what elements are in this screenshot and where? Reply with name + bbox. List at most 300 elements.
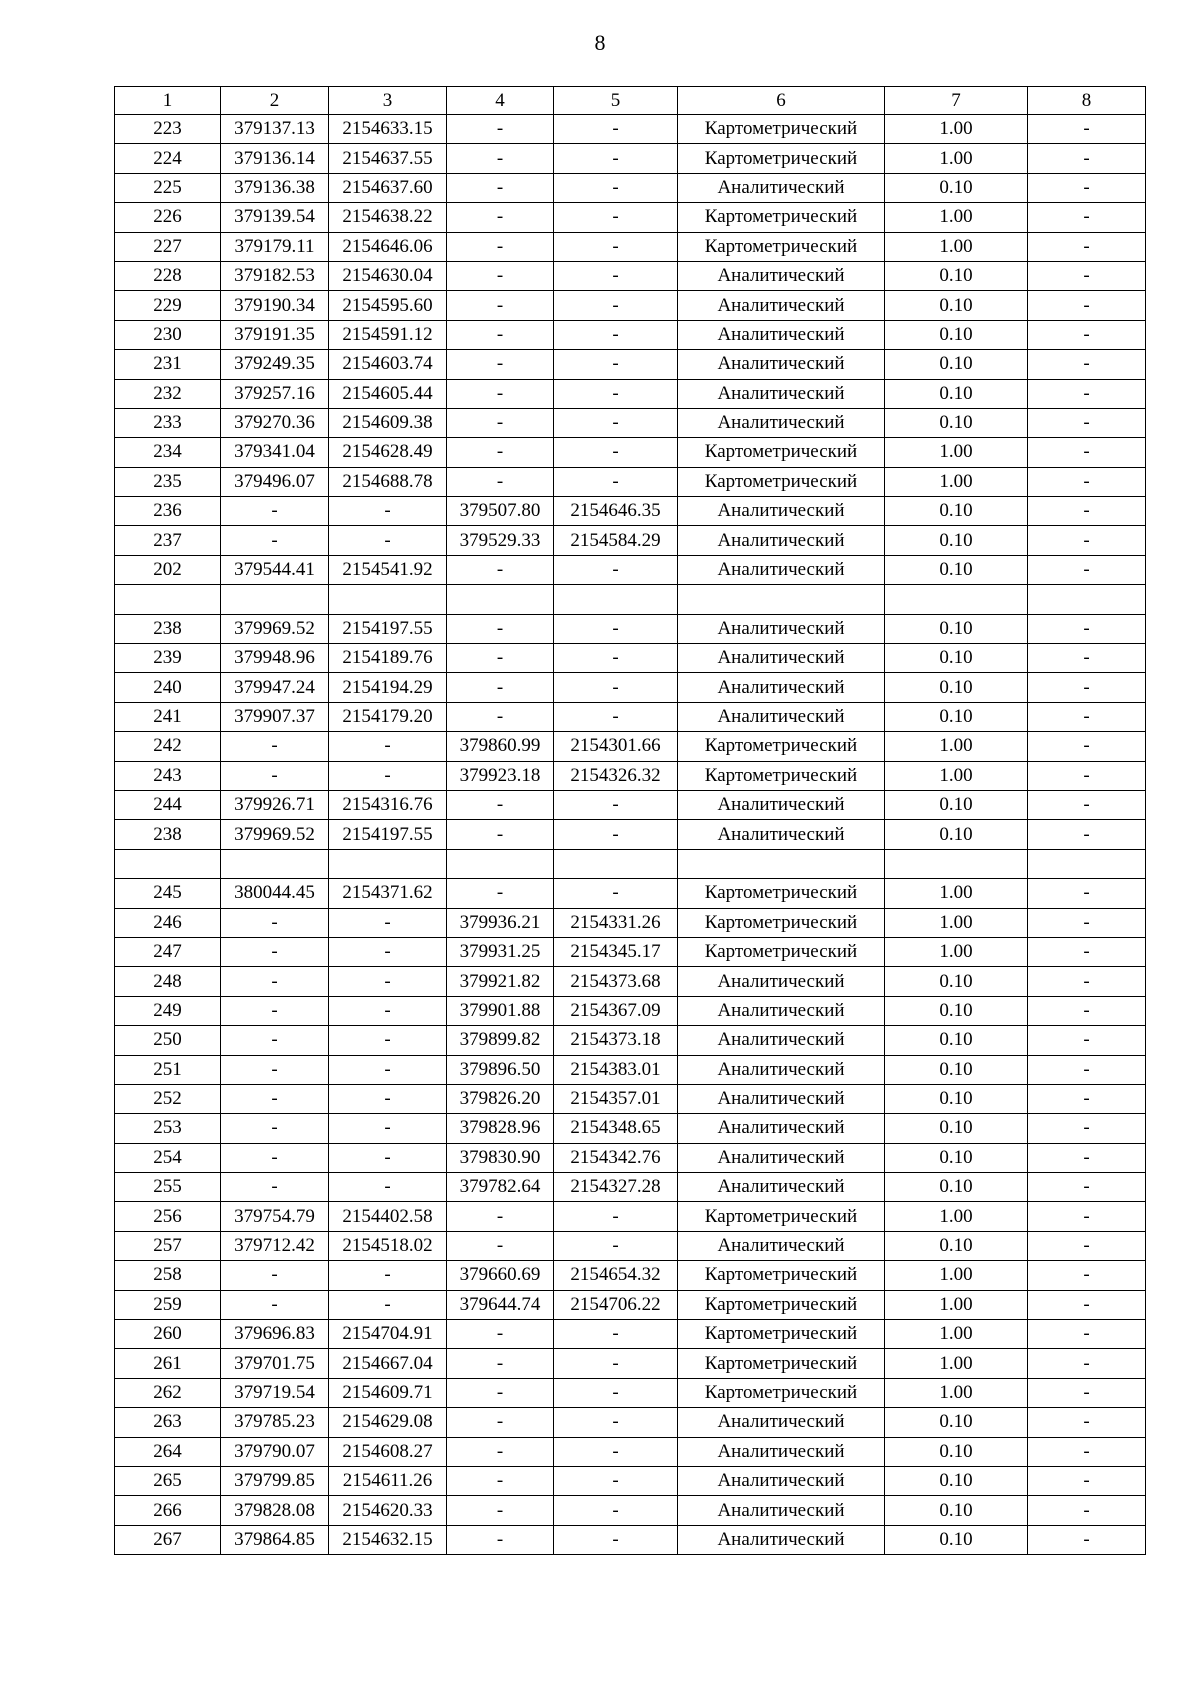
cell-y-new: - — [554, 614, 678, 643]
cell-y-new: - — [554, 438, 678, 467]
cell-description: - — [1028, 879, 1146, 908]
cell-y-new: - — [554, 115, 678, 144]
cell-point-number: 242 — [115, 732, 221, 761]
column-header-accuracy: 7 — [885, 87, 1028, 115]
table-row — [115, 585, 1146, 614]
table-row — [115, 379, 1146, 408]
cell-accuracy: 1.00 — [885, 908, 1028, 937]
cell-description: - — [1028, 996, 1146, 1025]
cell-x-new: - — [447, 1320, 554, 1349]
cell-x-existing: 379182.53 — [221, 261, 329, 290]
cell-x-existing: 379947.24 — [221, 673, 329, 702]
cell-x-existing: 380044.45 — [221, 879, 329, 908]
cell-x-existing: - — [221, 908, 329, 937]
cell-point-number: 238 — [115, 614, 221, 643]
cell-point-number: 233 — [115, 408, 221, 437]
cell-method: Аналитический — [678, 1114, 885, 1143]
cell-y-existing: 2154629.08 — [329, 1408, 447, 1437]
cell-description — [1028, 849, 1146, 878]
cell-y-existing: - — [329, 1173, 447, 1202]
cell-description: - — [1028, 555, 1146, 584]
table-row — [115, 203, 1146, 232]
cell-x-existing: 379719.54 — [221, 1378, 329, 1407]
cell-y-new: - — [554, 467, 678, 496]
table-row — [115, 702, 1146, 731]
cell-y-new: - — [554, 232, 678, 261]
cell-y-new: - — [554, 261, 678, 290]
cell-y-existing: - — [329, 1055, 447, 1084]
cell-y-existing: 2154667.04 — [329, 1349, 447, 1378]
cell-accuracy: 0.10 — [885, 1114, 1028, 1143]
cell-method: Картометрический — [678, 1349, 885, 1378]
cell-description: - — [1028, 790, 1146, 819]
cell-x-existing: 379948.96 — [221, 644, 329, 673]
cell-accuracy: 0.10 — [885, 820, 1028, 849]
cell-method: Аналитический — [678, 408, 885, 437]
cell-description: - — [1028, 761, 1146, 790]
cell-accuracy: 0.10 — [885, 497, 1028, 526]
table-row — [115, 1261, 1146, 1290]
cell-accuracy: 1.00 — [885, 879, 1028, 908]
cell-y-existing: 2154704.91 — [329, 1320, 447, 1349]
cell-y-existing: 2154194.29 — [329, 673, 447, 702]
cell-method: Аналитический — [678, 379, 885, 408]
cell-x-existing: - — [221, 1084, 329, 1113]
cell-point-number: 267 — [115, 1525, 221, 1554]
table-row — [115, 1525, 1146, 1554]
cell-y-existing: - — [329, 1026, 447, 1055]
cell-point-number: 239 — [115, 644, 221, 673]
cell-y-existing: 2154688.78 — [329, 467, 447, 496]
cell-accuracy: 0.10 — [885, 261, 1028, 290]
cell-point-number: 265 — [115, 1466, 221, 1495]
cell-method: Аналитический — [678, 1231, 885, 1260]
cell-description: - — [1028, 1261, 1146, 1290]
cell-accuracy: 0.10 — [885, 996, 1028, 1025]
cell-point-number: 259 — [115, 1290, 221, 1319]
cell-method: Картометрический — [678, 1202, 885, 1231]
cell-x-new: 379936.21 — [447, 908, 554, 937]
cell-accuracy: 1.00 — [885, 203, 1028, 232]
cell-x-new: - — [447, 644, 554, 673]
cell-y-new: - — [554, 1496, 678, 1525]
cell-y-existing: 2154189.76 — [329, 644, 447, 673]
cell-x-new: 379828.96 — [447, 1114, 554, 1143]
cell-x-existing — [221, 585, 329, 614]
cell-method: Аналитический — [678, 173, 885, 202]
cell-x-existing: 379270.36 — [221, 408, 329, 437]
cell-accuracy: 0.10 — [885, 555, 1028, 584]
cell-x-new: - — [447, 1378, 554, 1407]
cell-y-existing: 2154197.55 — [329, 820, 447, 849]
cell-point-number: 257 — [115, 1231, 221, 1260]
table-row — [115, 1320, 1146, 1349]
cell-y-new: - — [554, 673, 678, 702]
table-row — [115, 1173, 1146, 1202]
cell-y-new: 2154584.29 — [554, 526, 678, 555]
cell-y-existing: - — [329, 732, 447, 761]
cell-description: - — [1028, 350, 1146, 379]
cell-x-new: - — [447, 408, 554, 437]
cell-point-number: 252 — [115, 1084, 221, 1113]
table-row — [115, 732, 1146, 761]
cell-x-existing: 379179.11 — [221, 232, 329, 261]
cell-x-new: 379901.88 — [447, 996, 554, 1025]
cell-method: Аналитический — [678, 820, 885, 849]
cell-x-existing: 379785.23 — [221, 1408, 329, 1437]
cell-x-new: 379931.25 — [447, 937, 554, 966]
cell-method — [678, 585, 885, 614]
cell-x-new: - — [447, 173, 554, 202]
cell-point-number: 266 — [115, 1496, 221, 1525]
cell-x-new: 379826.20 — [447, 1084, 554, 1113]
table-row — [115, 408, 1146, 437]
cell-accuracy: 0.10 — [885, 1084, 1028, 1113]
cell-accuracy: 1.00 — [885, 1320, 1028, 1349]
cell-accuracy: 0.10 — [885, 408, 1028, 437]
cell-description: - — [1028, 291, 1146, 320]
table-row — [115, 673, 1146, 702]
cell-y-existing: - — [329, 1084, 447, 1113]
cell-description: - — [1028, 614, 1146, 643]
cell-method: Аналитический — [678, 1026, 885, 1055]
cell-x-existing: - — [221, 497, 329, 526]
cell-y-new: 2154654.32 — [554, 1261, 678, 1290]
cell-method: Аналитический — [678, 967, 885, 996]
cell-description: - — [1028, 1437, 1146, 1466]
cell-accuracy: 0.10 — [885, 291, 1028, 320]
table-row — [115, 350, 1146, 379]
cell-method: Картометрический — [678, 1290, 885, 1319]
cell-x-new: - — [447, 1525, 554, 1554]
cell-x-new: 379899.82 — [447, 1026, 554, 1055]
column-header-x-new: 4 — [447, 87, 554, 115]
cell-description: - — [1028, 1026, 1146, 1055]
cell-description: - — [1028, 320, 1146, 349]
cell-x-new: - — [447, 320, 554, 349]
cell-y-existing: - — [329, 1261, 447, 1290]
cell-method: Аналитический — [678, 1437, 885, 1466]
cell-x-new: - — [447, 702, 554, 731]
cell-description: - — [1028, 1173, 1146, 1202]
cell-description: - — [1028, 144, 1146, 173]
cell-description: - — [1028, 173, 1146, 202]
table-row — [115, 526, 1146, 555]
column-header-y-existing: 3 — [329, 87, 447, 115]
cell-y-existing: 2154541.92 — [329, 555, 447, 584]
cell-accuracy: 0.10 — [885, 790, 1028, 819]
cell-y-existing: - — [329, 761, 447, 790]
cell-x-new: 379923.18 — [447, 761, 554, 790]
table-row — [115, 644, 1146, 673]
cell-x-existing: 379969.52 — [221, 614, 329, 643]
cell-description: - — [1028, 1231, 1146, 1260]
table-row — [115, 261, 1146, 290]
cell-method: Аналитический — [678, 644, 885, 673]
cell-description: - — [1028, 644, 1146, 673]
cell-y-existing: 2154402.58 — [329, 1202, 447, 1231]
page-number: 8 — [594, 30, 606, 55]
cell-method: Аналитический — [678, 1466, 885, 1495]
cell-description: - — [1028, 1290, 1146, 1319]
cell-point-number: 262 — [115, 1378, 221, 1407]
cell-y-new: - — [554, 1408, 678, 1437]
cell-x-existing: - — [221, 1143, 329, 1172]
cell-x-existing: - — [221, 1290, 329, 1319]
table-row — [115, 1437, 1146, 1466]
cell-method: Картометрический — [678, 1378, 885, 1407]
cell-y-new: - — [554, 144, 678, 173]
cell-x-new: - — [447, 115, 554, 144]
cell-x-new: - — [447, 203, 554, 232]
table-row — [115, 908, 1146, 937]
cell-accuracy: 0.10 — [885, 1173, 1028, 1202]
cell-x-new: - — [447, 350, 554, 379]
cell-y-new: 2154646.35 — [554, 497, 678, 526]
cell-description: - — [1028, 908, 1146, 937]
cell-x-existing: 379907.37 — [221, 702, 329, 731]
cell-x-existing: 379712.42 — [221, 1231, 329, 1260]
cell-y-new: 2154345.17 — [554, 937, 678, 966]
cell-point-number: 249 — [115, 996, 221, 1025]
cell-y-existing: - — [329, 1114, 447, 1143]
cell-x-existing: - — [221, 967, 329, 996]
table-row — [115, 555, 1146, 584]
table-row — [115, 438, 1146, 467]
cell-y-existing: 2154603.74 — [329, 350, 447, 379]
cell-method: Картометрический — [678, 438, 885, 467]
cell-method: Аналитический — [678, 497, 885, 526]
table-row — [115, 967, 1146, 996]
cell-accuracy: 0.10 — [885, 644, 1028, 673]
cell-y-new: - — [554, 408, 678, 437]
cell-y-new: - — [554, 1437, 678, 1466]
cell-x-existing: - — [221, 761, 329, 790]
cell-y-existing: - — [329, 526, 447, 555]
cell-x-existing: 379544.41 — [221, 555, 329, 584]
cell-method: Картометрический — [678, 203, 885, 232]
cell-method: Аналитический — [678, 673, 885, 702]
cell-description: - — [1028, 1349, 1146, 1378]
cell-y-existing: - — [329, 908, 447, 937]
cell-point-number: 250 — [115, 1026, 221, 1055]
table-row — [115, 467, 1146, 496]
table-row — [115, 996, 1146, 1025]
cell-point-number: 247 — [115, 937, 221, 966]
table-row — [115, 790, 1146, 819]
cell-point-number: 223 — [115, 115, 221, 144]
cell-description: - — [1028, 1114, 1146, 1143]
cell-x-existing: 379969.52 — [221, 820, 329, 849]
table-row — [115, 1378, 1146, 1407]
cell-description: - — [1028, 261, 1146, 290]
cell-x-new: 379529.33 — [447, 526, 554, 555]
cell-point-number: 251 — [115, 1055, 221, 1084]
cell-x-existing: - — [221, 937, 329, 966]
cell-method: Картометрический — [678, 467, 885, 496]
cell-x-new: - — [447, 1408, 554, 1437]
cell-description: - — [1028, 379, 1146, 408]
cell-y-new: - — [554, 879, 678, 908]
cell-point-number: 255 — [115, 1173, 221, 1202]
cell-accuracy: 0.10 — [885, 526, 1028, 555]
cell-description — [1028, 585, 1146, 614]
cell-description: - — [1028, 673, 1146, 702]
cell-method: Аналитический — [678, 1084, 885, 1113]
cell-description: - — [1028, 467, 1146, 496]
cell-x-new: 379896.50 — [447, 1055, 554, 1084]
table-row — [115, 1084, 1146, 1113]
cell-x-new: - — [447, 144, 554, 173]
cell-point-number: 234 — [115, 438, 221, 467]
cell-accuracy: 1.00 — [885, 1349, 1028, 1378]
cell-accuracy: 1.00 — [885, 761, 1028, 790]
cell-y-new: - — [554, 320, 678, 349]
cell-accuracy: 0.10 — [885, 673, 1028, 702]
cell-point-number: 261 — [115, 1349, 221, 1378]
cell-y-existing: 2154371.62 — [329, 879, 447, 908]
table-row — [115, 1055, 1146, 1084]
cell-description: - — [1028, 1143, 1146, 1172]
cell-point-number: 235 — [115, 467, 221, 496]
cell-y-new: - — [554, 1202, 678, 1231]
cell-description: - — [1028, 732, 1146, 761]
cell-method: Аналитический — [678, 790, 885, 819]
cell-y-new: 2154373.68 — [554, 967, 678, 996]
table-row — [115, 144, 1146, 173]
table-row — [115, 937, 1146, 966]
cell-x-existing: - — [221, 1173, 329, 1202]
cell-y-new: - — [554, 173, 678, 202]
table-row — [115, 232, 1146, 261]
cell-y-new: - — [554, 350, 678, 379]
cell-x-existing: 379257.16 — [221, 379, 329, 408]
cell-x-new — [447, 585, 554, 614]
cell-y-existing: - — [329, 967, 447, 996]
cell-method: Аналитический — [678, 350, 885, 379]
table-row — [115, 614, 1146, 643]
cell-x-new: - — [447, 232, 554, 261]
cell-x-new: 379921.82 — [447, 967, 554, 996]
cell-description: - — [1028, 1378, 1146, 1407]
cell-accuracy: 0.10 — [885, 320, 1028, 349]
cell-method: Картометрический — [678, 761, 885, 790]
cell-description: - — [1028, 497, 1146, 526]
cell-point-number: 244 — [115, 790, 221, 819]
cell-y-new: 2154342.76 — [554, 1143, 678, 1172]
cell-y-new — [554, 585, 678, 614]
cell-x-new: 379507.80 — [447, 497, 554, 526]
cell-description: - — [1028, 232, 1146, 261]
cell-method: Картометрический — [678, 144, 885, 173]
cell-point-number: 264 — [115, 1437, 221, 1466]
cell-y-existing: - — [329, 1290, 447, 1319]
cell-x-existing: 379137.13 — [221, 115, 329, 144]
cell-method: Картометрический — [678, 1261, 885, 1290]
cell-y-existing: 2154595.60 — [329, 291, 447, 320]
cell-y-new: - — [554, 291, 678, 320]
cell-x-existing: 379249.35 — [221, 350, 329, 379]
cell-point-number: 237 — [115, 526, 221, 555]
cell-x-existing: 379790.07 — [221, 1437, 329, 1466]
cell-point-number: 248 — [115, 967, 221, 996]
column-header-description: 8 — [1028, 87, 1146, 115]
cell-method: Картометрический — [678, 232, 885, 261]
cell-description: - — [1028, 1055, 1146, 1084]
cell-method — [678, 849, 885, 878]
cell-accuracy: 1.00 — [885, 232, 1028, 261]
cell-point-number: 226 — [115, 203, 221, 232]
cell-description: - — [1028, 937, 1146, 966]
cell-accuracy: 1.00 — [885, 1378, 1028, 1407]
cell-y-new: 2154327.28 — [554, 1173, 678, 1202]
cell-y-existing: 2154609.38 — [329, 408, 447, 437]
cell-x-new: 379782.64 — [447, 1173, 554, 1202]
cell-accuracy: 1.00 — [885, 115, 1028, 144]
cell-y-existing: 2154518.02 — [329, 1231, 447, 1260]
cell-point-number — [115, 849, 221, 878]
table-row — [115, 820, 1146, 849]
table-header-row — [115, 87, 1146, 115]
cell-x-new — [447, 849, 554, 878]
cell-y-existing: 2154611.26 — [329, 1466, 447, 1495]
cell-y-new: - — [554, 702, 678, 731]
cell-y-existing: 2154591.12 — [329, 320, 447, 349]
cell-description: - — [1028, 967, 1146, 996]
cell-y-new: 2154373.18 — [554, 1026, 678, 1055]
cell-description: - — [1028, 1084, 1146, 1113]
cell-point-number: 202 — [115, 555, 221, 584]
cell-description: - — [1028, 526, 1146, 555]
cell-accuracy: 0.10 — [885, 1408, 1028, 1437]
cell-method: Картометрический — [678, 115, 885, 144]
table-row — [115, 320, 1146, 349]
cell-y-new: - — [554, 1231, 678, 1260]
cell-point-number: 254 — [115, 1143, 221, 1172]
cell-accuracy: 1.00 — [885, 937, 1028, 966]
cell-y-new: - — [554, 644, 678, 673]
table-row — [115, 497, 1146, 526]
cell-y-existing: 2154628.49 — [329, 438, 447, 467]
cell-x-new: - — [447, 1231, 554, 1260]
cell-description: - — [1028, 702, 1146, 731]
cell-accuracy: 0.10 — [885, 1437, 1028, 1466]
cell-point-number: 253 — [115, 1114, 221, 1143]
cell-x-existing: 379191.35 — [221, 320, 329, 349]
cell-accuracy: 0.10 — [885, 702, 1028, 731]
cell-point-number: 238 — [115, 820, 221, 849]
cell-y-new: 2154301.66 — [554, 732, 678, 761]
cell-accuracy: 0.10 — [885, 379, 1028, 408]
column-header-point-number: 1 — [115, 87, 221, 115]
cell-x-existing: 379190.34 — [221, 291, 329, 320]
cell-y-new: 2154348.65 — [554, 1114, 678, 1143]
cell-method: Аналитический — [678, 261, 885, 290]
cell-point-number: 245 — [115, 879, 221, 908]
cell-x-existing: - — [221, 732, 329, 761]
cell-y-new: - — [554, 379, 678, 408]
table-row — [115, 1466, 1146, 1495]
cell-x-existing: - — [221, 1055, 329, 1084]
cell-accuracy: 0.10 — [885, 350, 1028, 379]
cell-accuracy: 0.10 — [885, 614, 1028, 643]
column-header-method: 6 — [678, 87, 885, 115]
cell-x-new: - — [447, 438, 554, 467]
cell-x-new: - — [447, 1349, 554, 1378]
cell-description: - — [1028, 115, 1146, 144]
cell-x-existing: - — [221, 996, 329, 1025]
cell-point-number: 246 — [115, 908, 221, 937]
